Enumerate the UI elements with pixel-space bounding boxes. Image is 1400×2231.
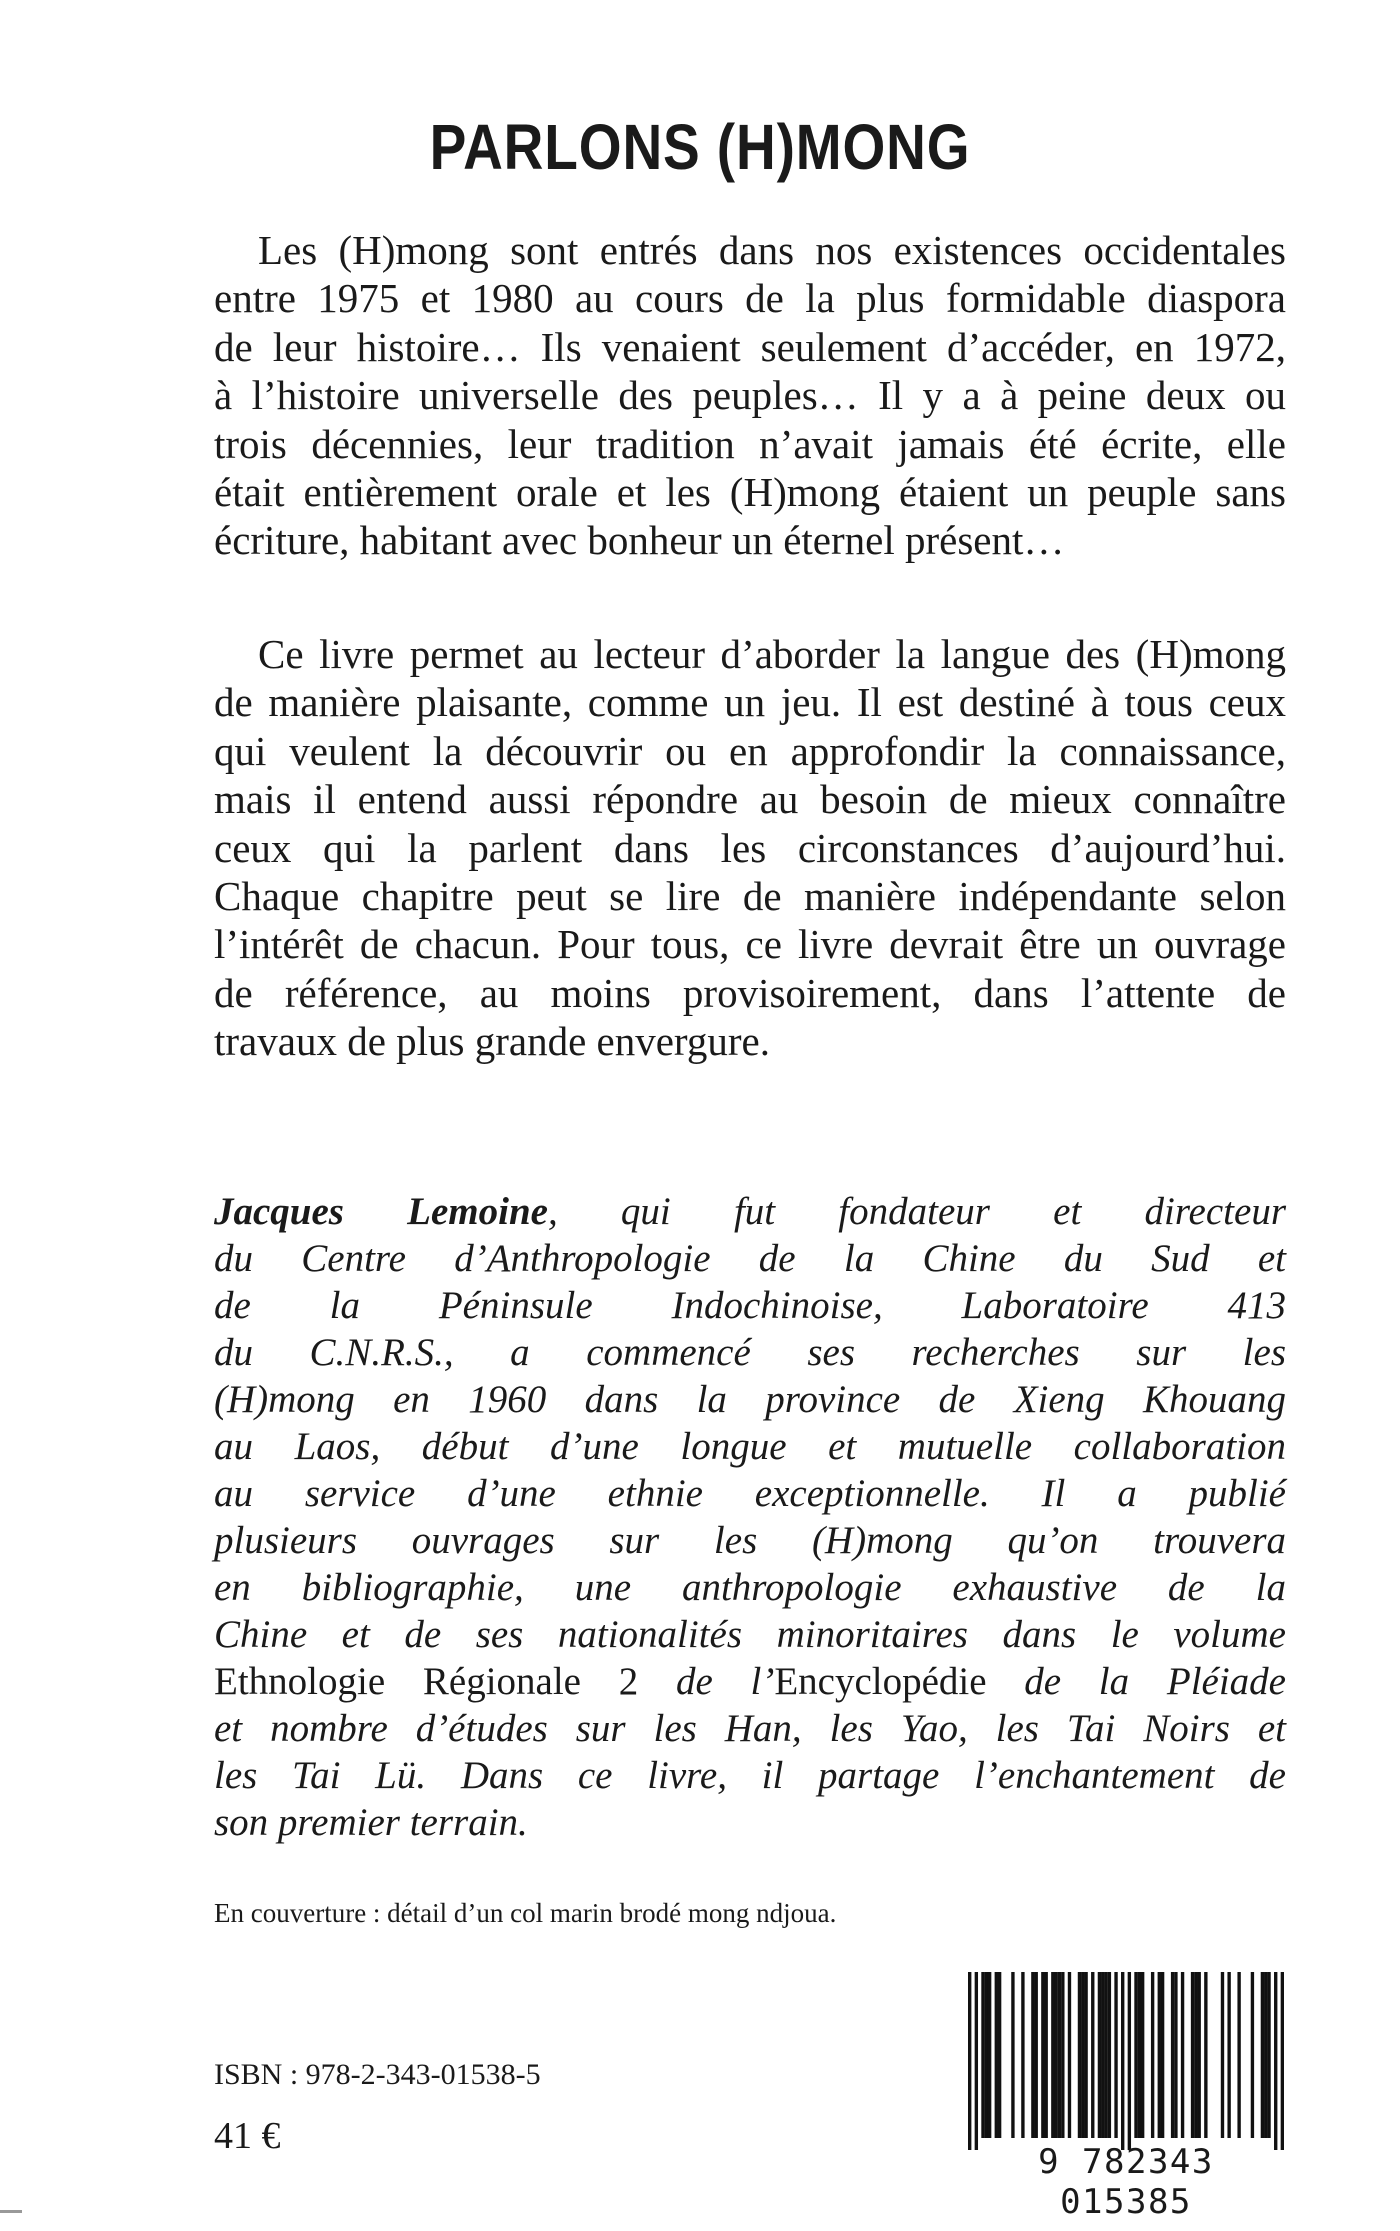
edge-mark <box>0 2210 22 2213</box>
text-line: de manière plaisante, comme un jeu. Il est destiné à tous ceux <box>214 679 1286 726</box>
bio-line: de la Péninsule Indochinoise, Laboratoire 413 <box>214 1284 1286 1327</box>
barcode-bar <box>1035 1972 1038 2138</box>
bio-line: Chine et de ses nationalités minoritaires dans le volume <box>214 1613 1286 1656</box>
bio-line: au Laos, début d’une longue et mutuelle collaboration <box>214 1425 1286 1468</box>
barcode-bar <box>1058 1972 1061 2138</box>
barcode-bar <box>1091 1972 1094 2138</box>
text-line: à l’histoire universelle des peuples… Il y a à peine deux ou <box>214 372 1286 419</box>
barcode-bar <box>998 1972 1001 2138</box>
work-title: Encyclopédie <box>774 1660 987 1703</box>
barcode-bar <box>1274 1972 1277 2150</box>
barcode-bar <box>1261 1972 1264 2138</box>
barcode-bar <box>1041 1972 1044 2138</box>
bio-line: et nombre d’études sur les Han, les Yao, les Tai Noirs et <box>214 1707 1286 1750</box>
barcode-bar <box>1221 1972 1224 2138</box>
barcode-bar <box>1068 1972 1071 2138</box>
barcode-bar <box>968 1972 971 2150</box>
barcode-bar <box>1134 1972 1137 2138</box>
text-line: travaux de plus grande envergure. <box>214 1018 770 1065</box>
barcode-bar <box>1114 1972 1117 2138</box>
isbn: ISBN : 978-2-343-01538-5 <box>214 2058 541 2091</box>
barcode-bar <box>1191 1972 1194 2138</box>
barcode-bar <box>981 1972 984 2138</box>
barcode-bar <box>975 1972 978 2150</box>
barcode-bar <box>1158 1972 1161 2138</box>
barcode-bar <box>988 1972 991 2138</box>
text-line: l’intérêt de chacun. Pour tous, ce livre devrait être un ouvrage <box>214 921 1286 968</box>
cover-caption: En couverture : détail d’un col marin brodé mong ndjoua. <box>214 1898 837 1928</box>
barcode-bar <box>1264 1972 1267 2138</box>
barcode-bar <box>1054 1972 1057 2138</box>
barcode-bar <box>1141 1972 1144 2138</box>
barcode-bar <box>1181 1972 1184 2138</box>
bio-line: plusieurs ouvrages sur les (H)mong qu’on trouvera <box>214 1519 1286 1562</box>
bio-line: (H)mong en 1960 dans la province de Xieng Khouang <box>214 1378 1286 1421</box>
text-line: mais il entend aussi répondre au besoin de mieux connaître <box>214 776 1286 823</box>
barcode-bar <box>1021 1972 1024 2138</box>
barcode-bar <box>1108 1972 1111 2138</box>
barcode-bar <box>1227 1972 1230 2138</box>
barcode-bar <box>1281 1972 1284 2150</box>
barcode-bar <box>1045 1972 1048 2138</box>
barcode-bar <box>1011 1972 1014 2138</box>
text-line: écriture, habitant avec bonheur un éternel présent… <box>214 517 1065 564</box>
book-title: PARLONS (H)MONG <box>429 111 971 183</box>
barcode-bar <box>1171 1972 1174 2138</box>
text-line: Chaque chapitre peut se lire de manière indépendante selon <box>214 873 1286 920</box>
barcode-bar <box>1267 1972 1270 2138</box>
bio-line: Ethnologie Régionale 2 de l’Encyclopédie de la Pléiade <box>214 1660 1286 1703</box>
bio-line: en bibliographie, une anthropologie exhaustive de la <box>214 1566 1286 1609</box>
barcode-bar <box>1104 1972 1107 2138</box>
text-line: trois décennies, leur tradition n’avait jamais été écrite, elle <box>214 420 1286 467</box>
description-paragraph-2 <box>214 630 1286 1066</box>
barcode-bar <box>1128 1972 1131 2150</box>
work-title: Ethnologie Régionale 2 <box>214 1660 639 1703</box>
barcode-bar <box>1121 1972 1124 2150</box>
bio-line: Jacques Lemoine, qui fut fondateur et directeur <box>214 1190 1286 1233</box>
text-line: ceux qui la parlent dans les circonstances d’aujourd’hui. <box>214 824 1286 871</box>
barcode-bar <box>1237 1972 1240 2138</box>
barcode <box>968 1972 1284 2222</box>
text-line: était entièrement orale et les (H)mong étaient un peuple sans <box>214 469 1286 516</box>
barcode-bar <box>1101 1972 1104 2138</box>
description-paragraph-1 <box>214 226 1286 565</box>
barcode-bar <box>1081 1972 1084 2138</box>
barcode-bar <box>1194 1972 1197 2138</box>
barcode-bar <box>1031 1972 1034 2138</box>
bio-line: les Tai Lü. Dans ce livre, il partage l’enchantement de <box>214 1754 1286 1797</box>
bio-line: du C.N.R.S., a commencé ses recherches sur les <box>214 1331 1286 1374</box>
barcode-bar <box>1051 1972 1054 2138</box>
barcode-bar <box>1251 1972 1254 2138</box>
author-name: Jacques Lemoine <box>214 1190 548 1233</box>
barcode-bar <box>985 1972 988 2138</box>
barcode-bar <box>1198 1972 1201 2138</box>
barcode-bar <box>1174 1972 1177 2138</box>
author-biography <box>214 1188 1286 1846</box>
barcode-bar <box>1061 1972 1064 2138</box>
barcode-bar <box>1084 1972 1087 2138</box>
barcode-bar <box>1204 1972 1207 2138</box>
barcode-digits: 9 782343 015385 <box>1038 2142 1214 2222</box>
barcode-bar <box>1078 1972 1081 2138</box>
barcode-bar <box>995 1972 998 2138</box>
price: 41 € <box>214 2115 281 2157</box>
text-line: de leur histoire… Ils venaient seulement d’accéder, en 1972, <box>214 323 1286 370</box>
text-line: entre 1975 et 1980 au cours de la plus formidable diaspora <box>214 275 1286 322</box>
bio-line: du Centre d’Anthropologie de la Chine du Sud et <box>214 1237 1286 1280</box>
bio-line: son premier terrain. <box>214 1801 528 1844</box>
text-line: Les (H)mong sont entrés dans nos existences occidentales <box>258 227 1286 273</box>
barcode-bar <box>1151 1972 1154 2138</box>
barcode-bars <box>968 1972 1284 2150</box>
barcode-bar <box>1161 1972 1164 2138</box>
barcode-bar <box>1138 1972 1141 2138</box>
barcode-bar <box>1098 1972 1101 2138</box>
text-line: de référence, au moins provisoirement, dans l’attente de <box>214 969 1286 1016</box>
text-line: Ce livre permet au lecteur d’aborder la langue des (H)mong <box>258 631 1286 677</box>
bio-line: au service d’une ethnie exceptionnelle. Il a publié <box>214 1472 1286 1515</box>
text-line: qui veulent la découvrir ou en approfondir la connaissance, <box>214 727 1286 774</box>
